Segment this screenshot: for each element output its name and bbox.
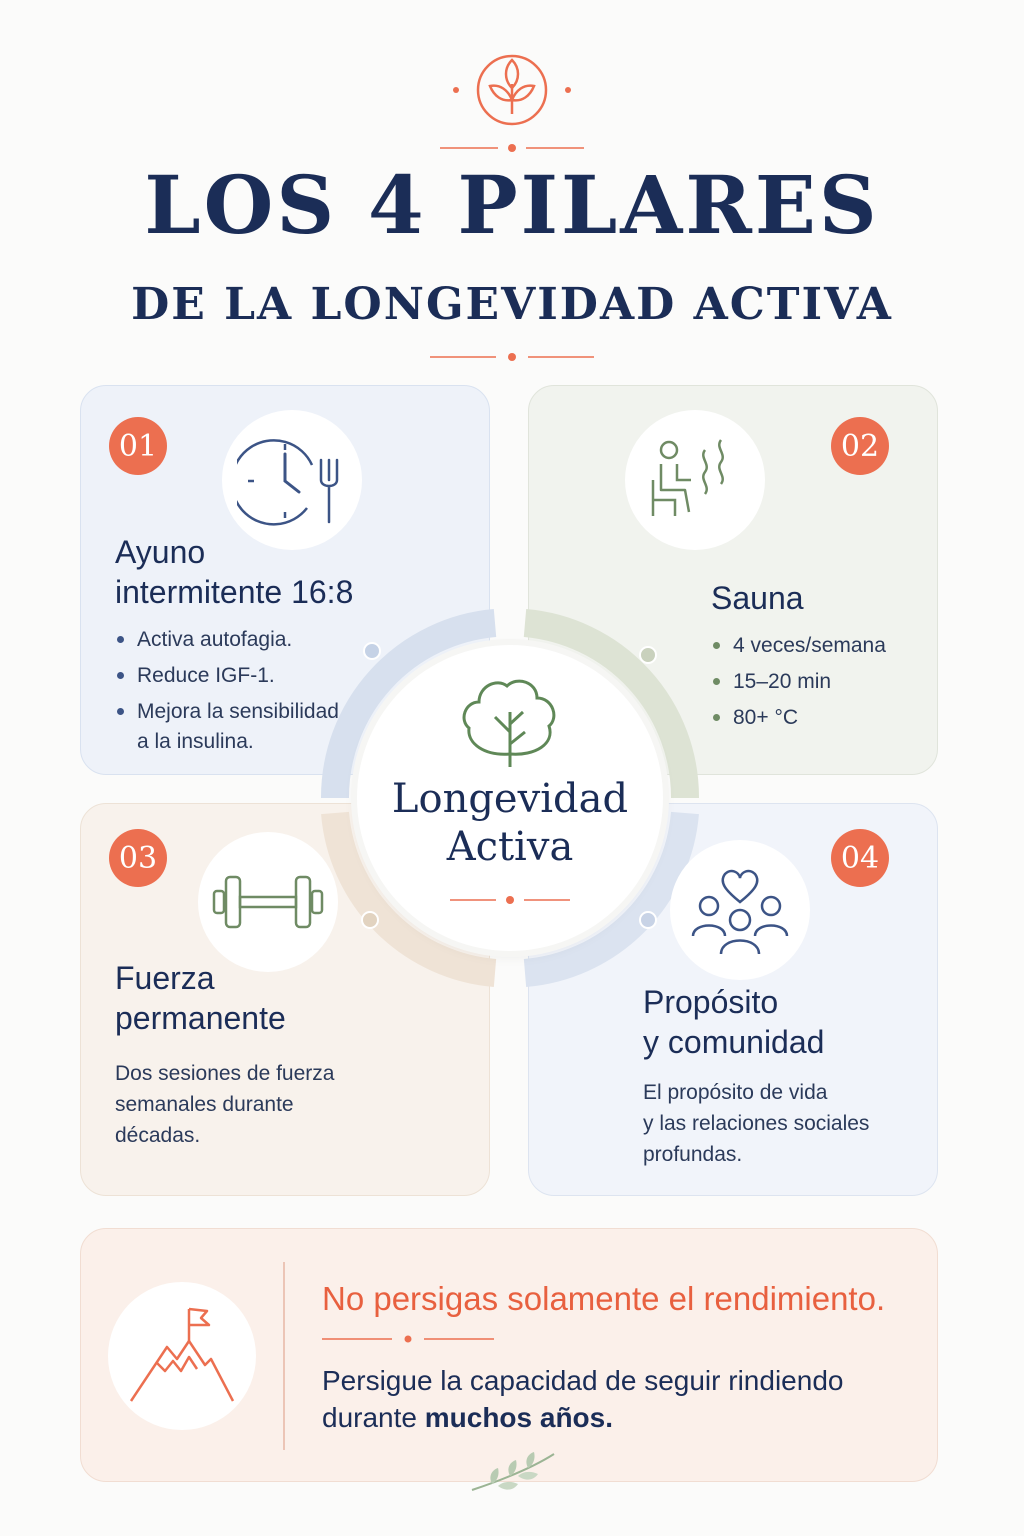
community-heart-icon bbox=[685, 860, 795, 960]
page-title: LOS 4 PILARES bbox=[144, 158, 880, 252]
pillar-icon-circle-01 bbox=[222, 410, 362, 550]
pillar-number-01: 01 bbox=[109, 417, 167, 475]
list-item: 80+ °C bbox=[711, 702, 886, 733]
pillar-title-04 bbox=[643, 982, 824, 1062]
pillar-bullets-02 bbox=[711, 630, 886, 738]
banner-body-line2-prefix: durante bbox=[322, 1402, 425, 1433]
sauna-person-icon bbox=[645, 430, 745, 530]
pillar-title-03-line1: Fuerza bbox=[115, 960, 215, 996]
pillar-title-04-line1: Propósito bbox=[643, 984, 779, 1020]
pillar-title-02: Sauna bbox=[711, 580, 804, 616]
leaf-emblem-icon bbox=[440, 38, 584, 158]
pillar-title-01-line2: intermitente 16:8 bbox=[115, 574, 354, 610]
pillar-number-02: 02 bbox=[831, 417, 889, 475]
pillar-body-03 bbox=[115, 1058, 334, 1151]
pillar-icon-circle-02 bbox=[625, 410, 765, 550]
leaf-sprig-icon bbox=[462, 1448, 562, 1498]
list-item: Reduce IGF-1. bbox=[115, 660, 345, 691]
banner-body-line1: Persigue la capacidad de seguir rindiendo bbox=[322, 1365, 844, 1396]
banner-headline: No persigas solamente el rendimiento. bbox=[322, 1280, 886, 1317]
pillar-icon-circle-04 bbox=[670, 840, 810, 980]
dumbbell-icon bbox=[210, 867, 326, 937]
pillar-body-03-line: Dos sesiones de fuerza bbox=[115, 1062, 335, 1085]
pillar-body-03-line: semanales durante bbox=[115, 1093, 294, 1116]
center-label-line1: Longevidad bbox=[391, 776, 629, 822]
clock-fork-icon bbox=[237, 430, 347, 530]
banner-body-line2 bbox=[322, 1399, 882, 1436]
banner-divider bbox=[322, 1333, 494, 1345]
pillar-body-03-line: décadas. bbox=[115, 1124, 201, 1147]
pillar-title-03-line2: permanente bbox=[115, 1000, 286, 1036]
title-divider bbox=[430, 350, 594, 364]
banner-vertical-divider bbox=[283, 1262, 285, 1450]
pillar-title-01-line1: Ayuno bbox=[115, 534, 206, 570]
banner-body bbox=[322, 1362, 882, 1436]
pillar-body-04-line: y las relaciones sociales bbox=[643, 1112, 870, 1135]
banner-body-emphasis: muchos años. bbox=[424, 1402, 614, 1433]
pillar-number-04: 04 bbox=[831, 829, 889, 887]
pillar-number-03: 03 bbox=[109, 829, 167, 887]
pillar-title-04-line2: y comunidad bbox=[643, 1024, 825, 1060]
banner-icon-circle bbox=[108, 1282, 256, 1430]
pillar-title-03 bbox=[115, 958, 286, 1038]
list-item: 4 veces/semana bbox=[711, 630, 886, 661]
list-item-text: Mejora la sensibilidad bbox=[137, 700, 339, 723]
center-label bbox=[357, 775, 663, 871]
center-divider bbox=[450, 893, 570, 907]
pillar-title-01 bbox=[115, 532, 353, 612]
list-item bbox=[115, 696, 345, 727]
list-item-continuation: a la insulina. bbox=[137, 730, 254, 753]
mountain-flag-icon bbox=[127, 1301, 237, 1411]
list-item: Activa autofagia. bbox=[115, 624, 345, 655]
pillar-body-04-line: profundas. bbox=[643, 1143, 743, 1166]
pillar-bullets-01 bbox=[115, 624, 345, 727]
pillar-icon-circle-03 bbox=[198, 832, 338, 972]
center-label-line2: Activa bbox=[446, 824, 574, 870]
list-item: 15–20 min bbox=[711, 666, 886, 697]
tree-icon bbox=[455, 672, 565, 772]
pillar-body-04 bbox=[643, 1077, 869, 1170]
pillar-body-04-line: El propósito de vida bbox=[643, 1081, 828, 1104]
page-subtitle: DE LA LONGEVIDAD ACTIVA bbox=[131, 279, 893, 330]
